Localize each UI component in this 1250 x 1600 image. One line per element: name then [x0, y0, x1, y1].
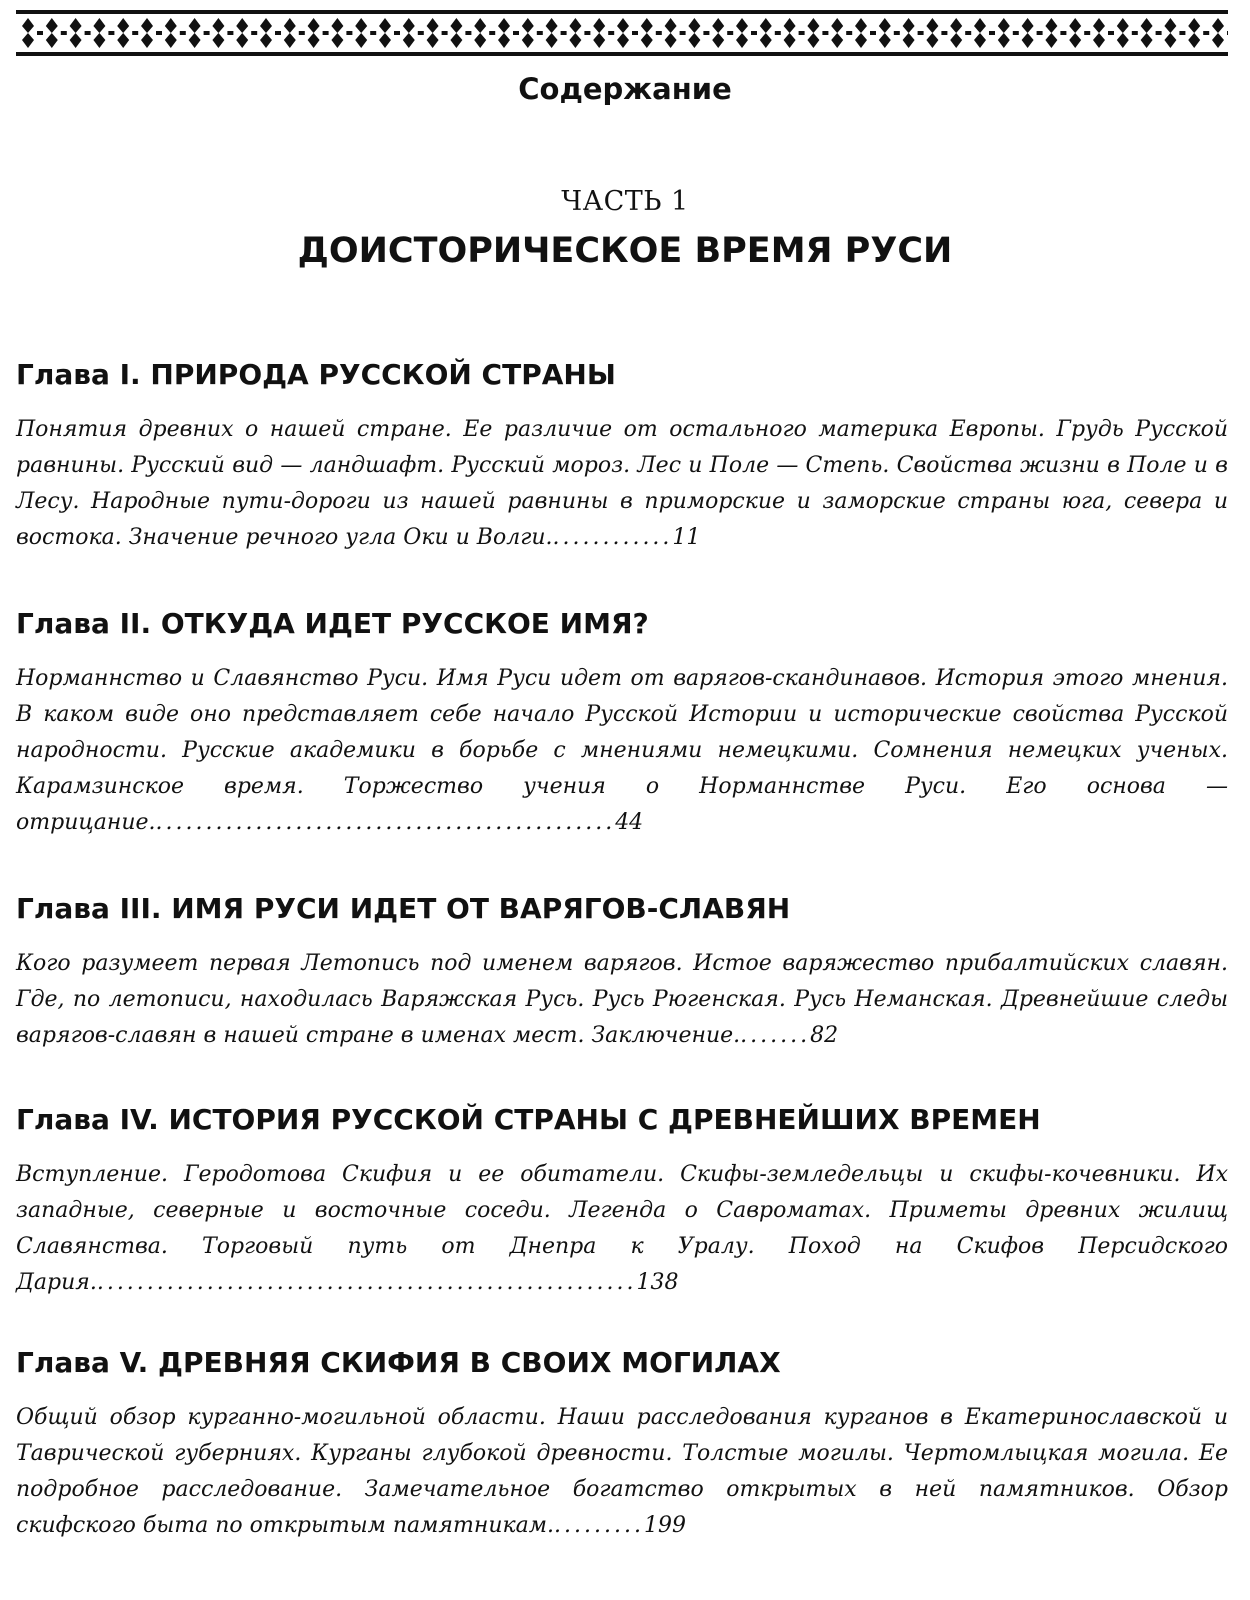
summary-text: Общий обзор курганно-могильной области. Наши расследования курганов в Екатеринославской и Таврической губерниях. Курганы глубокой древности. Толстые могилы. Чертомлыцкая могила. Ее подробное расследование. Замечательное богатство открытых в ней памятников. Обзор скифского быта по открытым памятникам. — [16, 1405, 1228, 1538]
chapter-summary — [16, 1157, 1228, 1301]
leader-dots: .............................................. — [155, 810, 616, 835]
chapter-summary — [16, 946, 1228, 1054]
chapter-title: Глава III. ИМЯ РУСИ ИДЕТ ОТ ВАРЯГОВ-СЛАВЯН — [16, 892, 791, 925]
leader-dots: ....... — [740, 1023, 811, 1048]
page-number: 138 — [636, 1270, 679, 1295]
chapter-5 — [16, 1346, 1228, 1544]
ornamental-border — [16, 10, 1228, 56]
leader-dots: ............ — [552, 525, 673, 550]
part-title: ДОИСТОРИЧЕСКОЕ ВРЕМЯ РУСИ — [297, 231, 953, 271]
chapter-2 — [16, 607, 1228, 841]
chapter-title: Глава II. ОТКУДА ИДЕТ РУССКОЕ ИМЯ? — [16, 607, 649, 640]
part-label: ЧАСТЬ 1 — [561, 186, 689, 217]
summary-text: Норманнство и Славянство Руси. Имя Руси идет от варягов-скандинавов. История этого мнения. В каком виде оно представляет себе начало Русской Истории и исторические свойства Русской народности. Русские академики в борьбе с мнениями немецкими. Сомнения немецких ученых. Карамзинское время. Торжество учения о Норманнстве Руси. Его основа — отрицание. — [16, 666, 1228, 835]
page-number: 82 — [810, 1023, 839, 1048]
chapter-title: Глава V. ДРЕВНЯЯ СКИФИЯ В СВОИХ МОГИЛАХ — [16, 1346, 781, 1379]
chapter-4 — [16, 1103, 1228, 1301]
toc-title: Содержание — [518, 72, 732, 106]
chapter-1 — [16, 358, 1228, 556]
summary-text: Кого разумеет первая Летопись под именем варягов. Истое варяжество прибалтийских славян. Где, по летописи, находилась Варяжская Русь. Русь Рюгенская. Русь Неманская. Древнейшие следы варягов-славян в нашей стране в именах мест. Заключение. — [16, 951, 1228, 1048]
chapter-summary — [16, 1400, 1228, 1544]
chapter-summary — [16, 412, 1228, 556]
chapter-summary — [16, 661, 1228, 841]
leader-dots: ......... — [554, 1513, 644, 1538]
page-number: 44 — [615, 810, 644, 835]
page-number: 11 — [672, 525, 701, 550]
leader-dots: ...................................................... — [96, 1270, 637, 1295]
page-number: 199 — [643, 1513, 686, 1538]
chapter-title: Глава IV. ИСТОРИЯ РУССКОЙ СТРАНЫ С ДРЕВНЕЙШИХ ВРЕМЕН — [16, 1103, 1041, 1136]
summary-text: Вступление. Геродотова Скифия и ее обитатели. Скифы-земледельцы и скифы-кочевники. Их западные, северные и восточные соседи. Легенда о Савроматах. Приметы древних жилищ Славянства. Торговый путь от Днепра к Уралу. Поход на Скифов Персидского Дария. — [16, 1162, 1228, 1295]
chapter-title: Глава I. ПРИРОДА РУССКОЙ СТРАНЫ — [16, 358, 616, 391]
chapter-3 — [16, 892, 1228, 1054]
summary-text: Понятия древних о нашей стране. Ее различие от остального материка Европы. Грудь Русской равнины. Русский вид — ландшафт. Русский мороз. Лес и Поле — Степь. Свойства жизни в Поле и в Лесу. Народные пути-дороги из нашей равнины в приморские и заморские страны юга, севера и востока. Значение речного угла Оки и Волги. — [16, 417, 1228, 550]
